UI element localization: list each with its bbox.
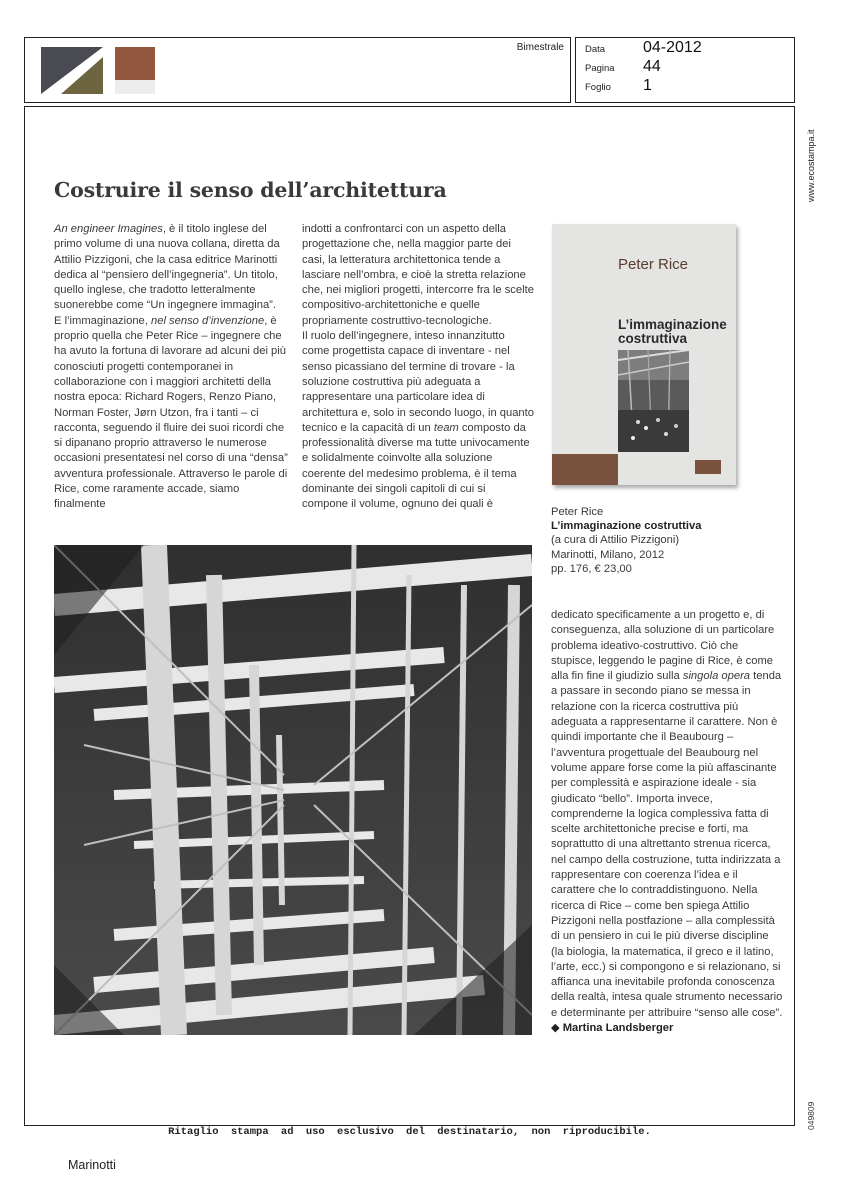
header-meta-box (575, 37, 795, 103)
article-headline: Costruire il senso dell’architettura (54, 178, 447, 202)
col2-seg-0: indotti a confrontarci con un aspetto della progettazione che, nella maggior parte dei casi, la letteratura architettonica tende a lasciare nell’ombra, e cioè la stretta relazione che, nei migliori progetti, intercorre fra le scelte compositivo-architettoniche e quelle propriamente costruttivo-tecnologiche. (302, 223, 534, 327)
col3-seg-2: tenda a passare in secondo piano se messa in relazione con la ricerca costruttiva più adeguata a rappresentarne il carattere. Non è quindi importante che il Beaubourg – l’avventura progettuale del Beaubourg nel volume appare forse come la più affascinante per complessità e aspirazione ideale - sia giudicato “bello”. Importa invece, comprenderne la logica complessiva fatta di scelte architettoniche precise e forti, ma soprattutto di una altrettanto strenua ricerca, nel campo della costruzione, tutta indirizzata a rappresentare con coerenza l’idea e il carattere che lo contraddistinguono. Nella ricerca di Rice – come ben spiega Attilio Pizzigoni nella postfazione – alla complessità di un pensiero in cui le più diverse discipline (la biologia, la matematica, il greco e il latino, l’arte, ecc.) si compongono e si relazionano, si affianca una inevitabile profonda conoscenza della realtà, intesa quale strumento necessario e determinante per attribuire “senso alle cose”. (551, 670, 783, 1019)
cover-title: L’immaginazione costruttiva (618, 317, 727, 346)
cover-publisher-logo (695, 460, 721, 474)
meta-date-label: Data (585, 44, 606, 55)
article-photo (54, 545, 532, 1035)
col1-seg-3: nel senso d’invenzione (151, 314, 265, 327)
book-editor: (a cura di Attilio Pizzigoni) (551, 534, 680, 547)
meta-sheet-row (585, 77, 652, 94)
col1-seg-1: , è il titolo inglese del primo volume di una nuova collana, diretta da Attilio Pizzigoni, che la casa editrice Marinotti dedica al “pensiero dell’ingegneria”. Un titolo, quello inglese, che tradotto letteralmente suonerebbe come “Un ingegnere immagina”. (54, 223, 280, 312)
article-column-2 (302, 222, 534, 513)
book-cover-image (552, 224, 736, 485)
col2-seg-2: team (433, 421, 459, 434)
book-info (551, 505, 771, 576)
book-publisher: Marinotti, Milano, 2012 (551, 548, 665, 561)
meta-sheet-label: Foglio (585, 82, 611, 93)
source-name: Marinotti (68, 1158, 116, 1172)
col1-seg-4: , è proprio quella che Peter Rice – ingegnere che ha avuto la fortuna di lavorare ad alcuni dei più conosciuti progetti contemporanei in collaborazione con i maggiori architetti della nostra epoca: Richard Rogers, Renzo Piano, Norman Foster, Jørn Utzon, fra i tanti – ci racconta, seguendo il fluire dei suoi ricordi che si dipanano proprio attraverso le numerose occasioni presentatesi nel corso di una “densa” avventura professionale. Attraverso le parole di Rice, come raramente accade, siamo finalmente (54, 314, 288, 511)
col2-seg-1: Il ruolo dell’ingegnere, inteso innanzitutto come progettista capace di inventare - nel senso picassiano del termine di trovare - la soluzione costruttiva più adeguata a rappresentare una particolare idea di architettura e, solo in secondo luogo, in quanto tecnico e la capacità di un (302, 330, 534, 434)
cover-photo (618, 350, 689, 452)
article-column-3 (551, 608, 783, 1036)
col2-seg-3: composto da professionalità diverse ma tutte univocamente e solidalmente coinvolte alla soluzione coerente del medesimo problema, è il tema dominante dei singoli capitoli di cui si compone il volume, ognuno dei quali è (302, 421, 530, 511)
meta-page-label: Pagina (585, 63, 615, 74)
col3-seg-1: singola opera (682, 670, 751, 683)
side-url: www.ecostampa.it (806, 129, 816, 202)
col1-seg-2: E l’immaginazione, (54, 314, 152, 327)
book-pages-price: pp. 176, € 23,00 (551, 562, 632, 575)
col1-seg-0: An engineer Imagines (54, 223, 163, 235)
publication-logo (41, 47, 155, 94)
footer-disclaimer: Ritaglio stampa ad uso esclusivo del destinatario, non riproducibile. (168, 1126, 651, 1138)
meta-page-row (585, 58, 661, 75)
col3-seg-0: dedicato specificamente a un progetto e, di conseguenza, alla soluzione di un particolare problema ideativo-costruttivo. Ciò che stupisce, leggendo le pagine di Rice, è come alla fin fine il giudizio sulla (551, 609, 775, 683)
meta-page-value: 44 (643, 58, 661, 75)
frequency-label: Bimestrale (516, 42, 564, 53)
meta-date-value: 04-2012 (643, 39, 702, 56)
book-title: L’immaginazione costruttiva (551, 520, 702, 533)
article-byline: ◆ Martina Landsberger (551, 1022, 674, 1035)
article-column-1 (54, 222, 290, 513)
book-author: Peter Rice (551, 506, 604, 518)
cover-author: Peter Rice (618, 256, 689, 273)
meta-date-row (585, 39, 702, 56)
meta-sheet-value: 1 (643, 77, 652, 94)
side-code: 049809 (806, 1101, 816, 1130)
cover-color-band (552, 454, 618, 485)
